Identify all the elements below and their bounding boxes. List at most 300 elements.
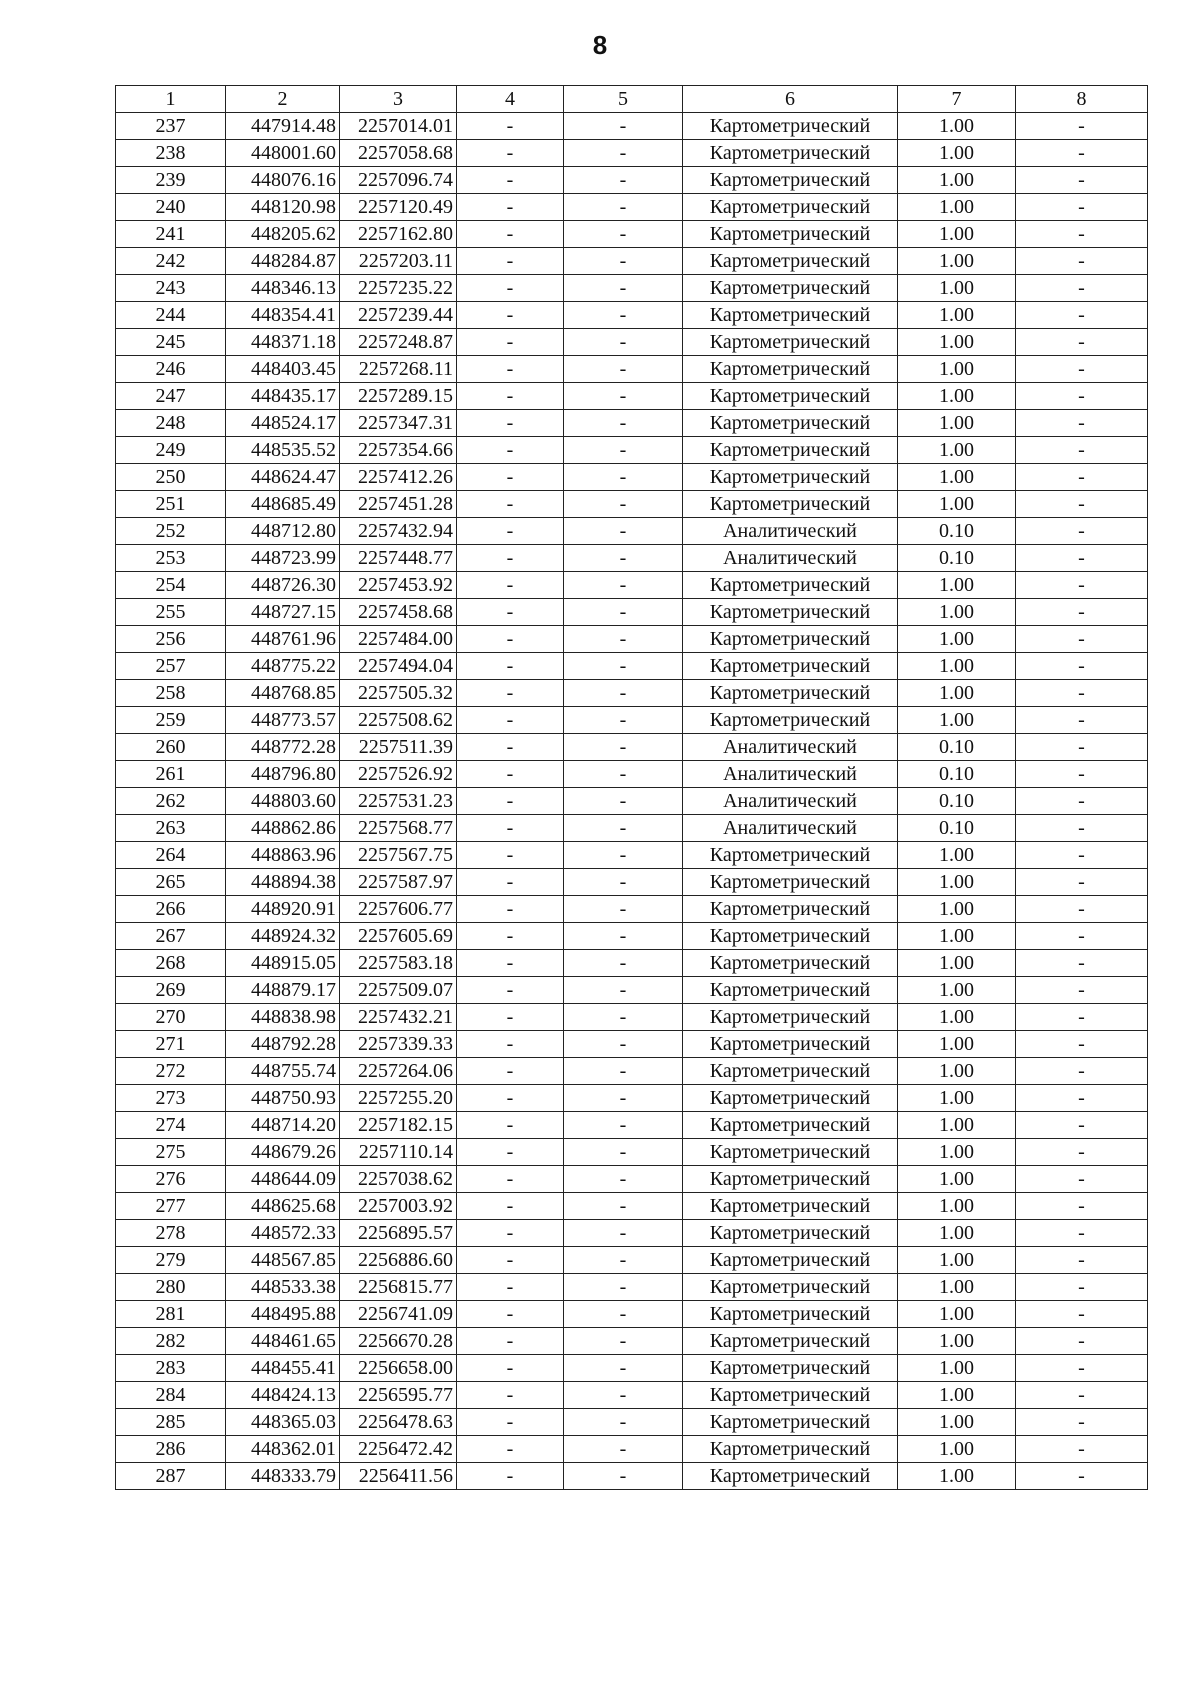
method-cell: Картометрический: [683, 1139, 898, 1166]
x-coordinate-cell: 448796.80: [226, 761, 340, 788]
coordinates-table: [115, 85, 1148, 1490]
col8-cell: -: [1016, 221, 1148, 248]
method-cell: Картометрический: [683, 950, 898, 977]
x-coordinate-cell: 448572.33: [226, 1220, 340, 1247]
x-coordinate-cell: 448205.62: [226, 221, 340, 248]
col5-cell: -: [564, 1301, 683, 1328]
y-coordinate-cell: 2257605.69: [340, 923, 457, 950]
accuracy-cell: 1.00: [898, 1328, 1016, 1355]
accuracy-cell: 1.00: [898, 437, 1016, 464]
col8-cell: -: [1016, 1085, 1148, 1112]
table-row: [116, 248, 1148, 275]
col4-cell: -: [457, 1247, 564, 1274]
col5-cell: -: [564, 572, 683, 599]
x-coordinate-cell: 448333.79: [226, 1463, 340, 1490]
col4-cell: -: [457, 896, 564, 923]
col8-cell: -: [1016, 572, 1148, 599]
col5-cell: -: [564, 1193, 683, 1220]
y-coordinate-cell: 2256658.00: [340, 1355, 457, 1382]
col8-cell: -: [1016, 923, 1148, 950]
accuracy-cell: 1.00: [898, 1112, 1016, 1139]
col5-cell: -: [564, 302, 683, 329]
col4-cell: -: [457, 761, 564, 788]
point-number-cell: 241: [116, 221, 226, 248]
table-row: [116, 1085, 1148, 1112]
y-coordinate-cell: 2256472.42: [340, 1436, 457, 1463]
col5-cell: -: [564, 815, 683, 842]
accuracy-cell: 1.00: [898, 626, 1016, 653]
method-cell: Картометрический: [683, 194, 898, 221]
col5-cell: -: [564, 1355, 683, 1382]
col8-cell: -: [1016, 113, 1148, 140]
y-coordinate-cell: 2257268.11: [340, 356, 457, 383]
table-row: [116, 599, 1148, 626]
y-coordinate-cell: 2256886.60: [340, 1247, 457, 1274]
col5-cell: -: [564, 275, 683, 302]
method-cell: Картометрический: [683, 113, 898, 140]
col8-cell: -: [1016, 653, 1148, 680]
point-number-cell: 285: [116, 1409, 226, 1436]
point-number-cell: 282: [116, 1328, 226, 1355]
x-coordinate-cell: 448567.85: [226, 1247, 340, 1274]
col5-cell: -: [564, 761, 683, 788]
column-header: 5: [564, 86, 683, 113]
x-coordinate-cell: 448679.26: [226, 1139, 340, 1166]
accuracy-cell: 1.00: [898, 1058, 1016, 1085]
method-cell: Картометрический: [683, 1166, 898, 1193]
y-coordinate-cell: 2257239.44: [340, 302, 457, 329]
col4-cell: -: [457, 194, 564, 221]
y-coordinate-cell: 2257235.22: [340, 275, 457, 302]
accuracy-cell: 1.00: [898, 302, 1016, 329]
accuracy-cell: 0.10: [898, 545, 1016, 572]
col8-cell: -: [1016, 761, 1148, 788]
method-cell: Аналитический: [683, 815, 898, 842]
table-row: [116, 788, 1148, 815]
point-number-cell: 266: [116, 896, 226, 923]
col4-cell: -: [457, 1139, 564, 1166]
col4-cell: -: [457, 1058, 564, 1085]
col4-cell: -: [457, 1409, 564, 1436]
point-number-cell: 269: [116, 977, 226, 1004]
col4-cell: -: [457, 410, 564, 437]
table-row: [116, 464, 1148, 491]
accuracy-cell: 1.00: [898, 842, 1016, 869]
point-number-cell: 257: [116, 653, 226, 680]
point-number-cell: 283: [116, 1355, 226, 1382]
accuracy-cell: 1.00: [898, 1436, 1016, 1463]
y-coordinate-cell: 2256595.77: [340, 1382, 457, 1409]
col8-cell: -: [1016, 410, 1148, 437]
col8-cell: -: [1016, 464, 1148, 491]
accuracy-cell: 1.00: [898, 1274, 1016, 1301]
x-coordinate-cell: 448120.98: [226, 194, 340, 221]
method-cell: Картометрический: [683, 221, 898, 248]
col4-cell: -: [457, 275, 564, 302]
accuracy-cell: 0.10: [898, 761, 1016, 788]
method-cell: Картометрический: [683, 626, 898, 653]
col4-cell: -: [457, 383, 564, 410]
col8-cell: -: [1016, 437, 1148, 464]
col5-cell: -: [564, 491, 683, 518]
point-number-cell: 239: [116, 167, 226, 194]
col8-cell: -: [1016, 869, 1148, 896]
y-coordinate-cell: 2257526.92: [340, 761, 457, 788]
method-cell: Картометрический: [683, 1031, 898, 1058]
col4-cell: -: [457, 248, 564, 275]
col4-cell: -: [457, 815, 564, 842]
col4-cell: -: [457, 1031, 564, 1058]
x-coordinate-cell: 448435.17: [226, 383, 340, 410]
page-number: 8: [592, 30, 608, 60]
x-coordinate-cell: 448768.85: [226, 680, 340, 707]
x-coordinate-cell: 448284.87: [226, 248, 340, 275]
x-coordinate-cell: 448792.28: [226, 1031, 340, 1058]
x-coordinate-cell: 448644.09: [226, 1166, 340, 1193]
x-coordinate-cell: 447914.48: [226, 113, 340, 140]
point-number-cell: 247: [116, 383, 226, 410]
accuracy-cell: 1.00: [898, 680, 1016, 707]
accuracy-cell: 1.00: [898, 572, 1016, 599]
table-row: [116, 1058, 1148, 1085]
table-row: [116, 1355, 1148, 1382]
col5-cell: -: [564, 1436, 683, 1463]
col5-cell: -: [564, 518, 683, 545]
col5-cell: -: [564, 653, 683, 680]
col8-cell: -: [1016, 1193, 1148, 1220]
accuracy-cell: 1.00: [898, 599, 1016, 626]
point-number-cell: 243: [116, 275, 226, 302]
col4-cell: -: [457, 302, 564, 329]
col5-cell: -: [564, 356, 683, 383]
col5-cell: -: [564, 113, 683, 140]
col4-cell: -: [457, 221, 564, 248]
col8-cell: -: [1016, 302, 1148, 329]
col5-cell: -: [564, 842, 683, 869]
col8-cell: -: [1016, 329, 1148, 356]
x-coordinate-cell: 448403.45: [226, 356, 340, 383]
column-header: 7: [898, 86, 1016, 113]
method-cell: Картометрический: [683, 1004, 898, 1031]
y-coordinate-cell: 2256741.09: [340, 1301, 457, 1328]
y-coordinate-cell: 2257568.77: [340, 815, 457, 842]
point-number-cell: 254: [116, 572, 226, 599]
col8-cell: -: [1016, 626, 1148, 653]
col8-cell: -: [1016, 896, 1148, 923]
table-row: [116, 410, 1148, 437]
x-coordinate-cell: 448803.60: [226, 788, 340, 815]
table-row: [116, 1220, 1148, 1247]
x-coordinate-cell: 448076.16: [226, 167, 340, 194]
accuracy-cell: 1.00: [898, 923, 1016, 950]
method-cell: Картометрический: [683, 464, 898, 491]
table-row: [116, 869, 1148, 896]
accuracy-cell: 1.00: [898, 383, 1016, 410]
point-number-cell: 255: [116, 599, 226, 626]
column-header: 1: [116, 86, 226, 113]
y-coordinate-cell: 2257255.20: [340, 1085, 457, 1112]
col5-cell: -: [564, 626, 683, 653]
table-row: [116, 572, 1148, 599]
accuracy-cell: 1.00: [898, 167, 1016, 194]
method-cell: Картометрический: [683, 329, 898, 356]
accuracy-cell: 1.00: [898, 1355, 1016, 1382]
col8-cell: -: [1016, 815, 1148, 842]
col8-cell: -: [1016, 1247, 1148, 1274]
y-coordinate-cell: 2257096.74: [340, 167, 457, 194]
y-coordinate-cell: 2257458.68: [340, 599, 457, 626]
col5-cell: -: [564, 1328, 683, 1355]
accuracy-cell: 1.00: [898, 113, 1016, 140]
col5-cell: -: [564, 788, 683, 815]
col5-cell: -: [564, 248, 683, 275]
x-coordinate-cell: 448524.17: [226, 410, 340, 437]
method-cell: Картометрический: [683, 1112, 898, 1139]
table-row: [116, 1409, 1148, 1436]
table-row: [116, 1463, 1148, 1490]
accuracy-cell: 1.00: [898, 977, 1016, 1004]
point-number-cell: 270: [116, 1004, 226, 1031]
col4-cell: -: [457, 1355, 564, 1382]
x-coordinate-cell: 448915.05: [226, 950, 340, 977]
method-cell: Картометрический: [683, 1220, 898, 1247]
col5-cell: -: [564, 1463, 683, 1490]
col5-cell: -: [564, 545, 683, 572]
accuracy-cell: 1.00: [898, 707, 1016, 734]
col5-cell: -: [564, 1166, 683, 1193]
table-row: [116, 950, 1148, 977]
method-cell: Картометрический: [683, 1301, 898, 1328]
method-cell: Картометрический: [683, 140, 898, 167]
col4-cell: -: [457, 1274, 564, 1301]
accuracy-cell: 1.00: [898, 491, 1016, 518]
col8-cell: -: [1016, 707, 1148, 734]
table-row: [116, 545, 1148, 572]
column-header: 8: [1016, 86, 1148, 113]
x-coordinate-cell: 448714.20: [226, 1112, 340, 1139]
point-number-cell: 244: [116, 302, 226, 329]
table-row: [116, 1274, 1148, 1301]
col5-cell: -: [564, 194, 683, 221]
table-row: [116, 383, 1148, 410]
y-coordinate-cell: 2257448.77: [340, 545, 457, 572]
column-header: 4: [457, 86, 564, 113]
col8-cell: -: [1016, 734, 1148, 761]
column-header: 6: [683, 86, 898, 113]
col4-cell: -: [457, 518, 564, 545]
point-number-cell: 253: [116, 545, 226, 572]
y-coordinate-cell: 2257182.15: [340, 1112, 457, 1139]
col5-cell: -: [564, 410, 683, 437]
point-number-cell: 271: [116, 1031, 226, 1058]
y-coordinate-cell: 2257014.01: [340, 113, 457, 140]
x-coordinate-cell: 448495.88: [226, 1301, 340, 1328]
x-coordinate-cell: 448625.68: [226, 1193, 340, 1220]
table-row: [116, 302, 1148, 329]
point-number-cell: 248: [116, 410, 226, 437]
x-coordinate-cell: 448535.52: [226, 437, 340, 464]
accuracy-cell: 1.00: [898, 1193, 1016, 1220]
col5-cell: -: [564, 1409, 683, 1436]
col4-cell: -: [457, 977, 564, 1004]
x-coordinate-cell: 448354.41: [226, 302, 340, 329]
col4-cell: -: [457, 329, 564, 356]
table-row: [116, 356, 1148, 383]
col8-cell: -: [1016, 194, 1148, 221]
method-cell: Картометрический: [683, 680, 898, 707]
accuracy-cell: 1.00: [898, 1085, 1016, 1112]
method-cell: Аналитический: [683, 518, 898, 545]
col4-cell: -: [457, 707, 564, 734]
method-cell: Картометрический: [683, 869, 898, 896]
y-coordinate-cell: 2257038.62: [340, 1166, 457, 1193]
col5-cell: -: [564, 977, 683, 1004]
col4-cell: -: [457, 1085, 564, 1112]
table-row: [116, 437, 1148, 464]
accuracy-cell: 1.00: [898, 1463, 1016, 1490]
col8-cell: -: [1016, 275, 1148, 302]
col4-cell: -: [457, 626, 564, 653]
col5-cell: -: [564, 1112, 683, 1139]
accuracy-cell: 1.00: [898, 1247, 1016, 1274]
method-cell: Аналитический: [683, 545, 898, 572]
table-row: [116, 167, 1148, 194]
method-cell: Картометрический: [683, 653, 898, 680]
table-row: [116, 896, 1148, 923]
col8-cell: -: [1016, 1166, 1148, 1193]
x-coordinate-cell: 448424.13: [226, 1382, 340, 1409]
table-row: [116, 113, 1148, 140]
col8-cell: -: [1016, 167, 1148, 194]
col4-cell: -: [457, 572, 564, 599]
col4-cell: -: [457, 680, 564, 707]
point-number-cell: 251: [116, 491, 226, 518]
col8-cell: -: [1016, 248, 1148, 275]
y-coordinate-cell: 2257248.87: [340, 329, 457, 356]
point-number-cell: 261: [116, 761, 226, 788]
y-coordinate-cell: 2257508.62: [340, 707, 457, 734]
accuracy-cell: 1.00: [898, 1220, 1016, 1247]
col8-cell: -: [1016, 1463, 1148, 1490]
x-coordinate-cell: 448727.15: [226, 599, 340, 626]
point-number-cell: 237: [116, 113, 226, 140]
y-coordinate-cell: 2257583.18: [340, 950, 457, 977]
table-row: [116, 1166, 1148, 1193]
col8-cell: -: [1016, 1436, 1148, 1463]
col8-cell: -: [1016, 599, 1148, 626]
point-number-cell: 272: [116, 1058, 226, 1085]
col4-cell: -: [457, 113, 564, 140]
col5-cell: -: [564, 464, 683, 491]
table-row: [116, 707, 1148, 734]
point-number-cell: 279: [116, 1247, 226, 1274]
col5-cell: -: [564, 167, 683, 194]
table-row: [116, 1139, 1148, 1166]
col8-cell: -: [1016, 842, 1148, 869]
table-row: [116, 653, 1148, 680]
x-coordinate-cell: 448001.60: [226, 140, 340, 167]
accuracy-cell: 1.00: [898, 1166, 1016, 1193]
col5-cell: -: [564, 869, 683, 896]
x-coordinate-cell: 448772.28: [226, 734, 340, 761]
method-cell: Картометрический: [683, 491, 898, 518]
accuracy-cell: 1.00: [898, 194, 1016, 221]
accuracy-cell: 1.00: [898, 248, 1016, 275]
method-cell: Картометрический: [683, 1409, 898, 1436]
point-number-cell: 277: [116, 1193, 226, 1220]
method-cell: Картометрический: [683, 896, 898, 923]
col8-cell: -: [1016, 977, 1148, 1004]
point-number-cell: 259: [116, 707, 226, 734]
col4-cell: -: [457, 491, 564, 518]
y-coordinate-cell: 2257484.00: [340, 626, 457, 653]
table-row: [116, 1112, 1148, 1139]
table-row: [116, 815, 1148, 842]
table-row: [116, 680, 1148, 707]
col8-cell: -: [1016, 383, 1148, 410]
x-coordinate-cell: 448533.38: [226, 1274, 340, 1301]
y-coordinate-cell: 2257347.31: [340, 410, 457, 437]
method-cell: Картометрический: [683, 1463, 898, 1490]
col4-cell: -: [457, 1166, 564, 1193]
table-row: [116, 1031, 1148, 1058]
col8-cell: -: [1016, 1382, 1148, 1409]
col5-cell: -: [564, 680, 683, 707]
point-number-cell: 242: [116, 248, 226, 275]
y-coordinate-cell: 2257203.11: [340, 248, 457, 275]
col8-cell: -: [1016, 1409, 1148, 1436]
col5-cell: -: [564, 599, 683, 626]
x-coordinate-cell: 448755.74: [226, 1058, 340, 1085]
y-coordinate-cell: 2257531.23: [340, 788, 457, 815]
method-cell: Картометрический: [683, 1328, 898, 1355]
y-coordinate-cell: 2257511.39: [340, 734, 457, 761]
accuracy-cell: 1.00: [898, 1139, 1016, 1166]
table-row: [116, 1004, 1148, 1031]
col4-cell: -: [457, 950, 564, 977]
col4-cell: -: [457, 1301, 564, 1328]
method-cell: Картометрический: [683, 572, 898, 599]
method-cell: Картометрический: [683, 599, 898, 626]
y-coordinate-cell: 2257494.04: [340, 653, 457, 680]
col8-cell: -: [1016, 1328, 1148, 1355]
col8-cell: -: [1016, 356, 1148, 383]
x-coordinate-cell: 448879.17: [226, 977, 340, 1004]
col5-cell: -: [564, 1085, 683, 1112]
table-row: [116, 140, 1148, 167]
table-row: [116, 842, 1148, 869]
point-number-cell: 250: [116, 464, 226, 491]
col5-cell: -: [564, 1274, 683, 1301]
y-coordinate-cell: 2257110.14: [340, 1139, 457, 1166]
method-cell: Картометрический: [683, 437, 898, 464]
accuracy-cell: 1.00: [898, 653, 1016, 680]
x-coordinate-cell: 448685.49: [226, 491, 340, 518]
col4-cell: -: [457, 653, 564, 680]
col8-cell: -: [1016, 1274, 1148, 1301]
point-number-cell: 267: [116, 923, 226, 950]
col5-cell: -: [564, 1382, 683, 1409]
table-row: [116, 626, 1148, 653]
method-cell: Картометрический: [683, 410, 898, 437]
y-coordinate-cell: 2257120.49: [340, 194, 457, 221]
col5-cell: -: [564, 1139, 683, 1166]
col5-cell: -: [564, 734, 683, 761]
method-cell: Картометрический: [683, 275, 898, 302]
accuracy-cell: 1.00: [898, 1382, 1016, 1409]
y-coordinate-cell: 2257289.15: [340, 383, 457, 410]
accuracy-cell: 1.00: [898, 1004, 1016, 1031]
